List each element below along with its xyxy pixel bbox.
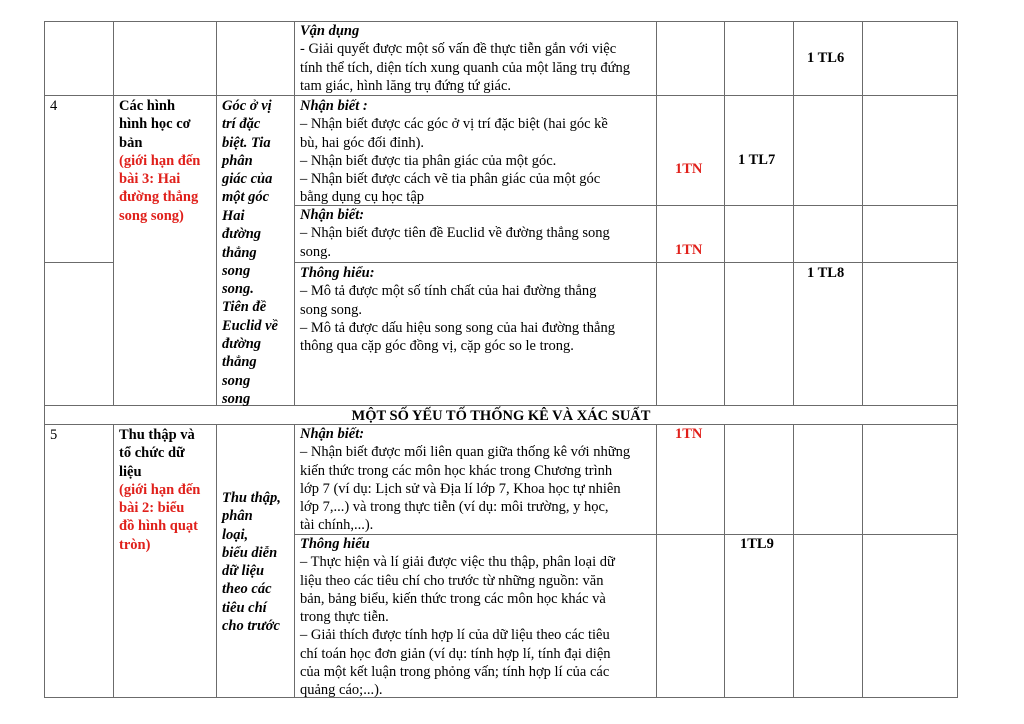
r4-th-line: – Mô tả được dấu hiệu song song của hai đường thẳng — [300, 319, 615, 336]
r5-topic-line: tổ chức dữ — [119, 445, 185, 462]
r4-topic — [119, 97, 200, 225]
r5-nb-tn: 1TN — [675, 426, 703, 442]
r4-nb1-line: – Nhận biết được cách vẽ tia phân giác của một góc — [300, 171, 601, 188]
r4-unit2-line: song. — [222, 281, 254, 298]
r4-unit2-line: Euclid về — [222, 317, 278, 334]
r5-th-line: – Giải thích được tính hợp lí của dữ liệu theo các tiêu — [300, 627, 610, 644]
r5-unit-line: phân — [222, 508, 253, 525]
r4-unit2 — [222, 207, 278, 408]
r5-nb-line: tài chính,...). — [300, 517, 374, 534]
r5-th-line: chí toán học đơn giản (ví dụ: tính hợp lí, tính đại diện — [300, 645, 611, 662]
r4-nb1-tn: 1TN — [675, 161, 703, 177]
r4-unit1-line: Góc ở vị — [222, 98, 272, 114]
r5-unit-line: dữ liệu — [222, 563, 265, 580]
r5-nb-line: lớp 7 (ví dụ: Lịch sử và Địa lí lớp 7, Khoa học tự nhiên — [300, 480, 621, 497]
r4-unit2-line: đường — [222, 336, 262, 353]
r3-vd-line: tam giác, hình lăng trụ đứng tứ giác. — [300, 77, 512, 94]
r4-unit2-line: song — [222, 390, 251, 407]
r4-nb1-block — [300, 97, 608, 207]
r5-th-heading: Thông hiểu — [300, 536, 370, 552]
r4-th-line: thông qua cặp góc đồng vị, cặp góc so le trong. — [300, 338, 574, 355]
r5-th-block — [300, 535, 615, 700]
r5-th-line: – Thực hiện và lí giải được việc thu thập, phân loại dữ — [300, 554, 615, 571]
r4-th-block — [300, 264, 615, 355]
r4-topic-line: bản — [119, 134, 143, 151]
r5-nb-block — [300, 425, 630, 535]
r5-topic-line: Thu thập và — [119, 427, 195, 443]
r4-th-vd: 1 TL8 — [807, 265, 845, 281]
r5-topic-limit: tròn) — [119, 536, 151, 553]
r4-nb2-heading: Nhận biết: — [300, 207, 365, 223]
r4-nb1-line: – Nhận biết được tia phân giác của một góc. — [300, 152, 557, 169]
r4-topic-line: hình học cơ — [119, 116, 191, 133]
r5-th-line: quảng cáo;...). — [300, 682, 383, 699]
r5-topic-limit: bài 2: biểu — [119, 500, 185, 517]
r4-nb2-line: – Nhận biết được tiên đề Euclid về đường thẳng song — [300, 225, 610, 242]
r5-th-line: liệu theo các tiêu chí cho trước từ những nguồn: văn — [300, 572, 604, 589]
r5-unit-line: theo các — [222, 581, 272, 598]
r4-nb1-th: 1 TL7 — [738, 152, 776, 168]
r4-th-line: – Mô tả được một số tính chất của hai đường thẳng — [300, 283, 597, 300]
r4-unit2-line: đường — [222, 226, 262, 243]
r5-unit-line: loại, — [222, 526, 249, 543]
r3-vd-count: 1 TL6 — [807, 50, 845, 66]
r4-unit2-line: song — [222, 372, 251, 389]
r5-unit-line: cho trước — [222, 618, 280, 635]
section-title: MỘT SỐ YẾU TỐ THỐNG KÊ VÀ XÁC SUẤT — [351, 408, 651, 424]
r5-unit-line: biểu diễn — [222, 544, 278, 561]
r4-nb1-line: – Nhận biết được các góc ở vị trí đặc biệt (hai góc kề — [300, 116, 608, 133]
r4-topic-limit: đường thẳng — [119, 189, 199, 206]
r3-vd-block — [300, 22, 630, 95]
r4-topic-limit: (giới hạn đến — [119, 152, 201, 169]
r4-nb1-line: bằng dụng cụ học tập — [300, 189, 425, 206]
r4-unit1-line: biệt. Tia — [222, 134, 271, 151]
r4-unit1-line: phân — [222, 152, 253, 169]
r4-unit2-line: song — [222, 262, 251, 279]
r4-nb1-heading: Nhận biết : — [300, 98, 368, 114]
r5-stt: 5 — [50, 427, 58, 443]
r4-nb1-line: bù, hai góc đối đỉnh). — [300, 134, 425, 151]
r5-th-line: bản, bảng biểu, kiến thức trong các môn học khác và — [300, 590, 606, 607]
r4-topic-limit: song song) — [119, 207, 184, 224]
r5-topic — [119, 426, 200, 554]
r5-unit-line: tiêu chí — [222, 599, 267, 616]
r5-nb-line: kiến thức trong các môn học khác trong Chương trình — [300, 462, 613, 479]
r4-th-heading: Thông hiểu: — [300, 265, 375, 281]
r5-th-line: trong thực tiễn. — [300, 609, 389, 626]
r4-th-line: song song. — [300, 301, 363, 318]
r4-unit2-line: Hai — [222, 208, 245, 224]
r5-nb-line: – Nhận biết được mối liên quan giữa thống kê với những — [300, 444, 631, 461]
r4-nb2-block — [300, 206, 610, 261]
r4-unit1 — [222, 97, 272, 207]
r3-vd-line: - Giải quyết được một số vấn đề thực tiễn gắn với việc — [300, 41, 617, 58]
r3-vd-line: tính thể tích, diện tích xung quanh của một lăng trụ đứng — [300, 59, 631, 76]
r4-unit2-line: thẳng — [222, 354, 257, 371]
r4-unit2-line: thẳng — [222, 244, 257, 261]
r4-stt: 4 — [50, 98, 58, 114]
r5-nb-heading: Nhận biết: — [300, 426, 365, 442]
r5-topic-limit: đồ hình quạt — [119, 518, 198, 535]
r4-unit1-line: một góc — [222, 189, 270, 206]
r5-nb-line: lớp 7,...) và trong thực tiễn (ví dụ: môi trường, y học, — [300, 499, 609, 516]
r5-th-line: của một kết luận trong phỏng vấn; tính hợp lí của các — [300, 664, 610, 681]
r5-unit — [222, 489, 281, 635]
r5-th-count: 1TL9 — [740, 536, 774, 552]
r4-nb2-line: song. — [300, 243, 332, 260]
r3-vd-heading: Vận dụng — [300, 23, 360, 39]
r4-nb2-tn: 1TN — [675, 242, 703, 258]
r4-topic-limit: bài 3: Hai — [119, 171, 181, 188]
r5-topic-line: liệu — [119, 463, 142, 480]
r4-topic-line: Các hình — [119, 98, 176, 114]
r5-unit-line: Thu thập, — [222, 490, 281, 506]
r4-unit1-line: giác của — [222, 171, 273, 188]
r5-topic-limit: (giới hạn đến — [119, 481, 201, 498]
r4-unit2-line: Tiên đề — [222, 299, 267, 316]
r4-unit1-line: trí đặc — [222, 116, 261, 133]
